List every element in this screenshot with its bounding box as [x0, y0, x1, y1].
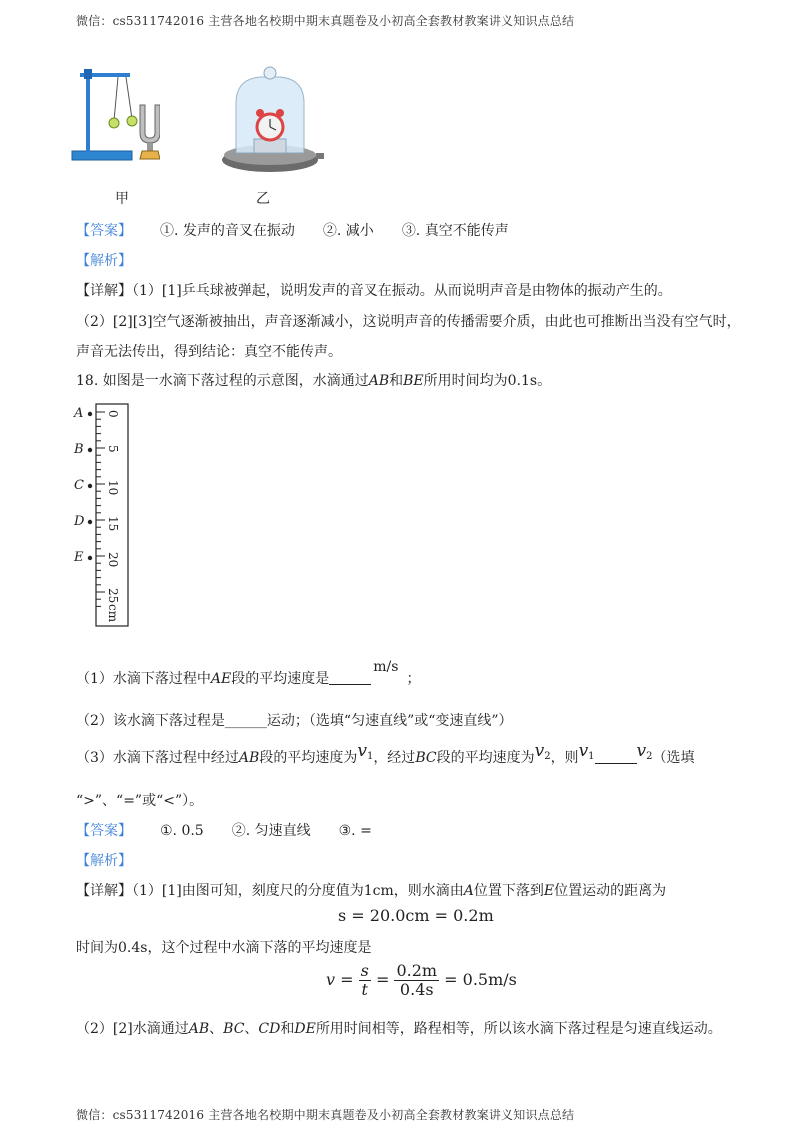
- point-label-d: D: [74, 514, 85, 529]
- q18-v1-v: v: [357, 741, 367, 761]
- eq2-frac-st: $\frac{s}{t}$: [360, 961, 369, 999]
- tick-label-unit: cm: [106, 604, 120, 623]
- q18-answer-tag: 【答案】: [76, 823, 132, 839]
- q18-detail-tag: 【详解】: [76, 883, 132, 899]
- q18-sub3-a: （3）水滴下落过程中经过: [76, 750, 239, 766]
- q18-sub3-ab: AB: [238, 750, 260, 766]
- eq2-result: = 0.5m/s: [444, 970, 517, 989]
- q17-answer-line: [76, 220, 509, 240]
- q18-v2-sub: 2: [544, 751, 551, 762]
- q18-v2b-v: v: [636, 741, 647, 761]
- tick-label-10: 10: [106, 480, 120, 496]
- q18-sub3-e: ，则: [550, 750, 579, 766]
- q18-detail-1: [76, 880, 666, 900]
- equation-speed: [326, 962, 517, 999]
- q17-answer-3: ③. 真空不能传声: [401, 223, 509, 239]
- q18-sub2: （2）该水滴下落过程是______运动；（选填“匀速直线”或“变速直线”）: [76, 713, 513, 729]
- tick-label-25: 25: [106, 588, 120, 604]
- q18-stem-and: 和: [389, 373, 404, 389]
- q18-sub1-end: ；: [406, 671, 421, 687]
- point-label-a: A: [74, 406, 84, 421]
- q18-detail-bc: BC: [223, 1021, 245, 1037]
- point-label-e: E: [74, 550, 84, 565]
- q17-answer-2: ②. 减小: [322, 223, 374, 239]
- q17-analysis-tag: 【解析】: [76, 253, 132, 269]
- q18-v2-v: v: [534, 741, 545, 761]
- q18-sub1-unit: m/s: [373, 659, 399, 675]
- q18-sub3: [76, 741, 695, 768]
- q18-detail-2d: 和: [280, 1021, 295, 1037]
- q18-sub3-options: “>”、“=”或“<”）。: [76, 793, 204, 809]
- q17-detail-1-text: （1）[1]乒乓球被弹起，说明发声的音叉在振动。从而说明声音是由物体的振动产生的。: [132, 283, 672, 299]
- q18-detail-2b: 、: [209, 1021, 224, 1037]
- q18-sub1-blank: [329, 670, 371, 685]
- q18-sub1: [76, 659, 421, 688]
- q18-stem-end: 。: [537, 373, 552, 389]
- q18-sub1-ae: AE: [210, 671, 232, 687]
- figure-label-yi: 乙: [256, 191, 270, 207]
- q18-detail-1a: （1）[1]由图可知，刻度尺的分度值为1cm，则水滴由: [132, 883, 464, 899]
- eq2-frac-values: $\frac{0.2m}{0.4s}$: [396, 961, 438, 999]
- q18-detail-time: 时间为0.4s，这个过程中水滴下落的平均速度是: [76, 940, 372, 956]
- page-footer: 微信：cs5311742016 主营各地名校期中期末真题卷及小初高全套教材教案讲义知识点总结: [76, 1108, 575, 1122]
- q18-sub3-blank: [595, 749, 637, 764]
- q17-answer-1: ①. 发声的音叉在振动: [160, 223, 295, 239]
- eq2-equals: =: [375, 970, 390, 989]
- q18-v1-sub: 1: [366, 751, 374, 762]
- q18-answer-line: [76, 820, 372, 840]
- q18-sub1-b: 段的平均速度是: [231, 671, 330, 687]
- q18-answer-3: ③. =: [338, 823, 372, 839]
- q18-detail-2c: 、: [244, 1021, 259, 1037]
- page-header: 微信：cs5311742016 主营各地名校期中期末真题卷及小初高全套教材教案讲义知识点总结: [76, 14, 575, 28]
- q17-detail-2a: （2）[2][3]空气逐渐被抽出，声音逐渐减小，这说明声音的传播需要介质，由此也可推断出当没有空气时，: [76, 314, 741, 330]
- q17-detail-2b: 声音无法传出，得到结论：真空不能传声。: [76, 344, 342, 360]
- q18-stem: [76, 370, 551, 390]
- q17-answer-tag: 【答案】: [76, 223, 132, 239]
- q18-detail-1c: 位置运动的距离为: [554, 883, 667, 899]
- q18-detail-2e: 所用时间相等，路程相等，所以该水滴下落过程是匀速直线运动。: [315, 1021, 722, 1037]
- tick-label-20: 20: [106, 552, 120, 568]
- point-label-c: C: [74, 478, 84, 493]
- q18-detail-a: A: [463, 883, 474, 899]
- tick-label-5: 5: [106, 445, 120, 453]
- figure-label-jia: 甲: [115, 191, 129, 207]
- q18-sub3-f: （选填: [652, 750, 695, 766]
- q18-stem-time: 0.1s: [507, 373, 538, 389]
- equation-distance: s = 20.0cm = 0.2m: [338, 906, 494, 925]
- ruler-figure: [74, 400, 134, 630]
- q18-sub3-b: 段的平均速度为: [259, 750, 358, 766]
- q17-detail-tag: 【详解】: [76, 283, 132, 299]
- tick-label-0b: 0: [106, 410, 120, 418]
- q18-detail-de: DE: [294, 1021, 316, 1037]
- q18-v1b-v: v: [578, 741, 589, 761]
- q18-answer-2: ②. 匀速直线: [231, 823, 311, 839]
- eq2-v: v =: [326, 970, 354, 989]
- q18-stem-b: 所用时间均为: [423, 373, 508, 389]
- q17-detail-1: [76, 280, 672, 300]
- q18-stem-a: 18. 如图是一水滴下落过程的示意图，水滴通过: [76, 373, 369, 389]
- q18-v1b-sub: 1: [588, 751, 595, 762]
- q18-sub1-a: （1）水滴下落过程中: [76, 671, 211, 687]
- tick-label-15: 15: [106, 516, 120, 532]
- q18-detail-ab: AB: [188, 1021, 210, 1037]
- q18-sub3-d: 段的平均速度为: [436, 750, 535, 766]
- q18-sub3-c: ，经过: [373, 750, 416, 766]
- q18-detail-1b: 位置下落到: [473, 883, 544, 899]
- q18-detail-e: E: [543, 883, 555, 899]
- bell-jar-apparatus: [220, 65, 325, 180]
- point-label-b: B: [74, 442, 84, 457]
- q18-stem-ab: AB: [368, 373, 390, 389]
- q18-stem-be: BE: [403, 373, 424, 389]
- q18-v2b-sub: 2: [646, 751, 653, 762]
- q18-detail-cd: CD: [258, 1021, 281, 1037]
- q18-detail-2: [76, 1018, 722, 1038]
- q18-sub3-bc: BC: [415, 750, 437, 766]
- q18-answer-1: ①. 0.5: [160, 823, 204, 839]
- q18-analysis-tag: 【解析】: [76, 853, 132, 869]
- tuning-fork-apparatus: [70, 55, 160, 175]
- q18-detail-2a: （2）[2]水滴通过: [76, 1021, 189, 1037]
